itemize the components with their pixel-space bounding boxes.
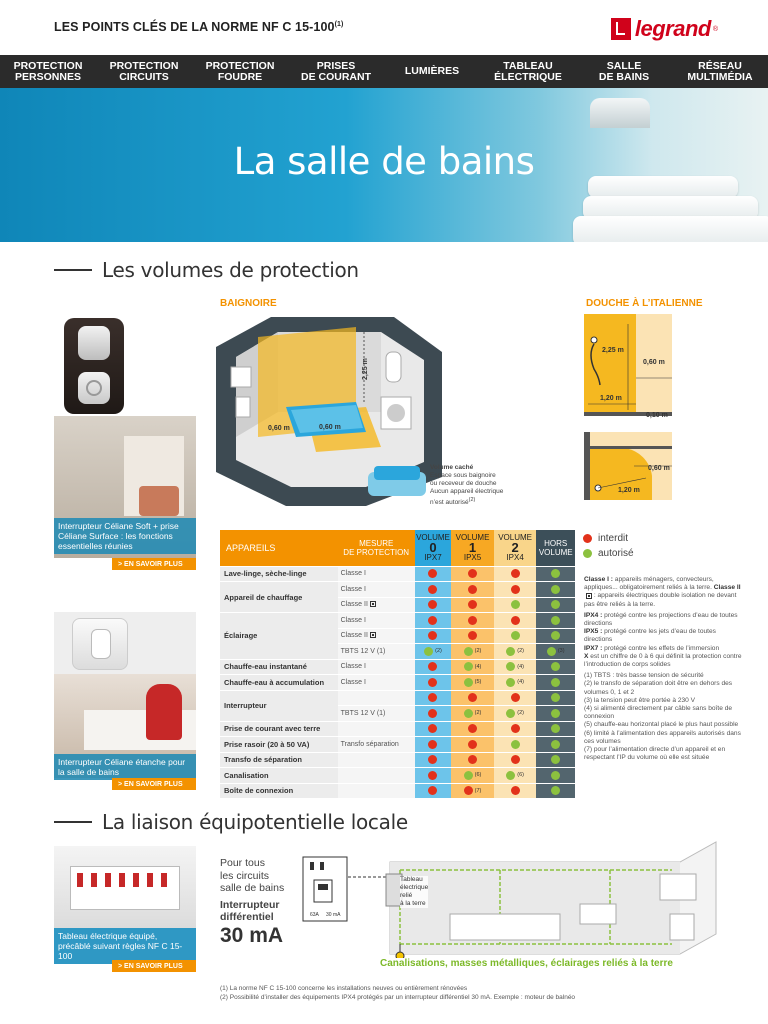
class-ii-icon [586, 593, 592, 599]
douche-plan-dim-060: 0,60 m [648, 465, 670, 472]
document-title-sup: (1) [334, 20, 344, 28]
nav-prises-de-courant[interactable]: PRISES DE COURANT [301, 59, 371, 83]
section-heading-liaison [54, 810, 408, 834]
appareil-cell: Boîte de connexion [220, 783, 338, 799]
red-dot-icon [428, 585, 437, 594]
breaker-rating: 63A [310, 912, 319, 918]
volume-cell [415, 659, 452, 675]
col-hors-volume: HORS VOLUME [536, 530, 575, 566]
green-dot-icon [424, 647, 433, 656]
mesure-cell [338, 613, 415, 629]
nav-salle-de-bains[interactable]: SALLE DE BAINS [598, 59, 650, 83]
volume-cell [415, 613, 452, 629]
red-dot-icon [511, 569, 520, 578]
cell-note: (2) [517, 648, 524, 655]
volume-cell [494, 721, 537, 737]
table-row [220, 690, 575, 706]
en-savoir-plus-link-3[interactable]: > EN SAVOIR PLUS [112, 960, 196, 972]
red-dot-icon [468, 600, 477, 609]
volume-cell [415, 737, 452, 753]
table-footnotes: (1) TBTS : très basse tension de sécurité (2) le transfo de séparation doit être en dehors des volumes 0, 1 et 2 (3) la tension peut être portée à 230 V (4) si alimenté directement par câble sans boîte de connexion (5) chauffe-eau horizontal placé le plus haut possible (6) limité à l’alimentation des appareils autorisés dans ces volumes (7) pour l’alimentation directe d’un appareil et en respectant l’IP du volume où elle est située [584, 672, 741, 762]
green-dot-icon [464, 709, 473, 718]
green-dot-icon [551, 740, 560, 749]
red-dot-icon [468, 616, 477, 625]
section-line [54, 821, 92, 823]
volume-cell [415, 644, 452, 660]
nav-tableau-electrique[interactable]: TABLEAU ÉLECTRIQUE [494, 59, 562, 83]
mesure-cell [338, 690, 415, 706]
table-row [220, 768, 575, 784]
green-dot-icon [551, 585, 560, 594]
appareil-cell: Lave-linge, sèche-linge [220, 566, 338, 582]
appareil-cell: Prise rasoir (20 à 50 VA) [220, 737, 338, 753]
red-dot-icon [468, 631, 477, 640]
document-title-text: LES POINTS CLÉS DE LA NORME NF C 15-100 [54, 20, 335, 34]
volume-cell [494, 783, 537, 799]
green-dot-icon [551, 755, 560, 764]
mesure-cell [338, 675, 415, 691]
mesure-text: Classe I [340, 678, 366, 686]
mesure-cell [338, 721, 415, 737]
en-savoir-plus-link-1[interactable]: > EN SAVOIR PLUS [112, 558, 196, 570]
green-dot-icon [506, 709, 515, 718]
red-dot-icon [511, 724, 520, 733]
legend-autorise: autorisé [583, 546, 634, 561]
douche-elevation-diagram [584, 314, 686, 420]
red-dot-icon [511, 585, 520, 594]
switch-plate-illustration [64, 318, 124, 414]
cell-note: (4) [517, 663, 524, 670]
col-mesure: MESURE DE PROTECTION [338, 530, 415, 566]
hidden-volume-sup: (2) [468, 497, 476, 503]
faucet-illustration [590, 98, 650, 128]
differential-info: Pour tous les circuits salle de bains Interrupteur différentiel 30 mA [220, 857, 320, 948]
volume-cell [536, 675, 575, 691]
volume-cell [415, 706, 452, 722]
table-row [220, 737, 575, 753]
tableau-label: Tableau électrique relié à la terre [400, 876, 429, 907]
panel-illustration [70, 866, 180, 910]
mesure-cell [338, 752, 415, 768]
product-photo-celiane-etanche[interactable] [54, 612, 196, 674]
volume-cell [451, 566, 494, 582]
hidden-volume-title: Volume caché [430, 464, 474, 471]
hidden-volume-line: ou receveur de douche [430, 480, 497, 487]
waterproof-switch-icon [72, 618, 128, 670]
douche-dim-120: 1,20 m [600, 395, 622, 402]
red-dot-icon [428, 693, 437, 702]
equipotential-caption: Canalisations, masses métalliques, éclairages reliés à la terre [380, 958, 673, 969]
cell-note: (2) [517, 710, 524, 717]
appareil-cell: Chauffe-eau à accumulation [220, 675, 338, 691]
cell-note: (2) [474, 710, 482, 717]
legrand-logo[interactable] [611, 16, 718, 42]
towel-illustration [573, 216, 768, 242]
red-dot-icon [468, 569, 477, 578]
volume-cell [536, 690, 575, 706]
page-header [0, 0, 768, 55]
photo-caption: Interrupteur Céliane étanche pour la salle de bains [54, 754, 196, 780]
red-dot-icon [428, 724, 437, 733]
hidden-volume-line: n’est autorisé [430, 499, 469, 507]
hidden-volume-note [430, 464, 503, 507]
douche-plan-diagram [584, 432, 686, 504]
appareil-cell: Éclairage [220, 613, 338, 660]
green-dot-icon [551, 616, 560, 625]
green-dot-icon [551, 631, 560, 640]
note-classe: Classe I : appareils ménagers, convecteurs, appliques... obligatoirement reliés à la terre. Classe II : appareils électriques double isolation ne devant pas être reliés à la terre. [584, 576, 741, 608]
red-dot-icon [428, 740, 437, 749]
red-dot-icon [511, 693, 520, 702]
section-title: La liaison équipotentielle locale [102, 810, 408, 834]
volume-cell [415, 768, 452, 784]
volume-cell [494, 690, 537, 706]
red-dot-icon [468, 693, 477, 702]
volume-cell [451, 768, 494, 784]
hero-banner [0, 88, 768, 242]
volume-cell [494, 659, 537, 675]
mesure-cell [338, 597, 415, 613]
brand-name: legrand [634, 16, 711, 41]
mesure-cell [338, 644, 415, 660]
socket-icon [78, 372, 110, 404]
nav-protection-foudre[interactable]: PROTECTION FOUDRE [205, 59, 275, 83]
red-dot-icon [428, 709, 437, 718]
class-ii-icon [370, 601, 376, 607]
mesure-cell [338, 659, 415, 675]
red-dot-icon [468, 585, 477, 594]
volume-cell [536, 566, 575, 582]
table-body [220, 566, 575, 799]
volume-cell [536, 783, 575, 799]
green-dot-icon [583, 549, 592, 558]
appareil-cell: Canalisation [220, 768, 338, 784]
red-dot-icon [428, 631, 437, 640]
en-savoir-plus-link-2[interactable]: > EN SAVOIR PLUS [112, 778, 196, 790]
douche-plan-dim-120: 1,20 m [618, 487, 640, 494]
green-dot-icon [506, 678, 515, 687]
green-dot-icon [551, 600, 560, 609]
section-line [54, 269, 92, 271]
mesure-text: Classe II [340, 632, 368, 640]
mesure-cell [338, 628, 415, 644]
red-dot-icon [428, 662, 437, 671]
volume-cell [494, 706, 537, 722]
volume-cell [415, 752, 452, 768]
green-dot-icon [511, 740, 520, 749]
switch-icon [78, 326, 110, 360]
volume-cell [451, 752, 494, 768]
dim-225: 2,25 m [362, 358, 369, 380]
col-volume-1: VOLUME 1 IPX5 [451, 530, 494, 566]
mesure-text: TBTS 12 V (1) [340, 709, 386, 717]
volume-cell [494, 628, 537, 644]
main-nav [0, 55, 768, 88]
volume-cell [451, 582, 494, 598]
volume-cell [536, 721, 575, 737]
red-dot-icon [428, 600, 437, 609]
green-dot-icon [551, 724, 560, 733]
green-dot-icon [551, 771, 560, 780]
red-dot-icon [428, 786, 437, 795]
mesure-text: Transfo séparation [340, 740, 399, 748]
appliance-volume-table [220, 530, 575, 799]
page-title: La salle de bains [233, 140, 535, 183]
green-dot-icon [511, 631, 520, 640]
mesure-text: Classe I [340, 616, 366, 624]
red-dot-icon [511, 786, 520, 795]
volume-cell [451, 690, 494, 706]
volume-cell [451, 597, 494, 613]
sensitivity-value: 30 mA [220, 923, 284, 947]
green-dot-icon [551, 569, 560, 578]
volume-cell [536, 737, 575, 753]
volume-cell [451, 706, 494, 722]
mesure-text: Classe I [340, 570, 366, 578]
volume-cell [451, 783, 494, 799]
hidden-volume-illustration [368, 462, 426, 500]
volume-cell [494, 613, 537, 629]
photo-caption: Interrupteur Céliane Soft + prise Céliane Surface : les fonctions essentielles réunies [54, 518, 196, 554]
cell-note: (3) [557, 648, 565, 655]
red-dot-icon [468, 740, 477, 749]
product-photo-celiane-soft[interactable] [54, 316, 196, 416]
table-row [220, 613, 575, 629]
volume-cell [536, 768, 575, 784]
legend-interdit: interdit [583, 531, 634, 546]
bathroom-equipotential-diagram [380, 834, 726, 958]
volume-cell [415, 582, 452, 598]
differential-breaker-illustration [302, 856, 348, 922]
appareil-cell: Transfo de séparation [220, 752, 338, 768]
green-dot-icon [506, 647, 515, 656]
cell-note: (6) [517, 772, 524, 779]
volume-cell [415, 566, 452, 582]
dim-060-right: 0,60 m [319, 424, 341, 431]
volume-cell [536, 644, 575, 660]
red-dot-icon [511, 755, 520, 764]
nav-reseau-multimedia[interactable]: RÉSEAU MULTIMÉDIA [687, 59, 753, 83]
cell-note: (4) [517, 679, 524, 686]
table-row [220, 752, 575, 768]
douche-dim-060: 0,60 m [643, 359, 665, 366]
cell-note: (2) [435, 648, 442, 655]
cell-note: (2) [474, 648, 482, 655]
volume-cell [451, 659, 494, 675]
table-row [220, 582, 575, 598]
green-dot-icon [511, 600, 520, 609]
appareil-cell: Chauffe-eau instantané [220, 659, 338, 675]
red-dot-icon [428, 678, 437, 687]
volume-cell [415, 690, 452, 706]
volume-cell [451, 613, 494, 629]
volume-cell [494, 752, 537, 768]
green-dot-icon [464, 662, 473, 671]
mesure-text: Classe I [340, 663, 366, 671]
volume-cell [415, 675, 452, 691]
mesure-cell [338, 783, 415, 799]
volume-cell [494, 582, 537, 598]
green-dot-icon [551, 786, 560, 795]
green-dot-icon [551, 662, 560, 671]
red-dot-icon [428, 755, 437, 764]
mesure-cell [338, 768, 415, 784]
mesure-cell [338, 737, 415, 753]
section-heading-volumes [54, 258, 359, 282]
douche-label: DOUCHE À L’ITALIENNE [586, 298, 703, 309]
volume-cell [415, 783, 452, 799]
document-title [54, 20, 343, 34]
green-dot-icon [551, 678, 560, 687]
volume-cell [494, 644, 537, 660]
volume-cell [494, 566, 537, 582]
red-dot-icon [464, 786, 473, 795]
cell-note: (5) [474, 679, 482, 686]
red-dot-icon [468, 755, 477, 764]
red-dot-icon [468, 724, 477, 733]
volume-cell [536, 659, 575, 675]
table-row [220, 566, 575, 582]
col-volume-2: VOLUME 2 IPX4 [494, 530, 537, 566]
volume-cell [451, 675, 494, 691]
volume-cell [494, 768, 537, 784]
volume-cell [536, 582, 575, 598]
green-dot-icon [551, 709, 560, 718]
table-row [220, 783, 575, 799]
section-title: Les volumes de protection [102, 258, 359, 282]
col-appareils: APPAREILS [220, 530, 338, 566]
volume-cell [536, 628, 575, 644]
green-dot-icon [506, 771, 515, 780]
hidden-volume-line: Espace sous baignoire [430, 472, 496, 479]
mesure-cell [338, 582, 415, 598]
nav-protection-circuits[interactable]: PROTECTION CIRCUITS [109, 59, 179, 83]
volume-cell [451, 628, 494, 644]
table-row [220, 659, 575, 675]
volume-cell [451, 737, 494, 753]
mesure-text: Classe II [340, 601, 368, 609]
red-dot-icon [428, 569, 437, 578]
product-photo-tableau[interactable] [54, 846, 196, 928]
nav-lumieres[interactable]: LUMIÈRES [404, 65, 460, 77]
red-dot-icon [511, 616, 520, 625]
red-dot-icon [428, 771, 437, 780]
volume-cell [494, 737, 537, 753]
volume-cell [536, 752, 575, 768]
green-dot-icon [547, 647, 556, 656]
douche-dim-225: 2,25 m [602, 347, 624, 354]
volume-cell [536, 597, 575, 613]
volume-cell [494, 675, 537, 691]
breaker-ma: 30 mA [326, 912, 341, 918]
table-row [220, 721, 575, 737]
cell-note: (7) [474, 787, 482, 794]
volume-cell [415, 628, 452, 644]
appareil-cell: Appareil de chauffage [220, 582, 338, 613]
baignoire-label: BAIGNOIRE [220, 298, 277, 309]
volume-cell [536, 613, 575, 629]
nav-protection-personnes[interactable]: PROTECTION PERSONNES [13, 59, 83, 83]
green-dot-icon [464, 647, 473, 656]
green-dot-icon [506, 662, 515, 671]
volume-cell [536, 706, 575, 722]
volume-cell [451, 644, 494, 660]
volume-cell [451, 721, 494, 737]
dim-060-left: 0,60 m [268, 425, 290, 432]
notes-panel [584, 576, 744, 762]
red-dot-icon [428, 616, 437, 625]
douche-dim-010: 0,10 m [646, 412, 668, 419]
volume-cell [415, 721, 452, 737]
note-ip: IPX4 : protégé contre les projections d’eau de toutes directions IPX5 : protégé contre les jets d’eau de toutes directions IPX7 : protégé contre les effets de l’immersion X est un chiffre de 0 à 6 qui définit la protection contre l’introduction de corps solides [584, 611, 742, 669]
mesure-text: Classe I [340, 585, 366, 593]
red-dot-icon [583, 534, 592, 543]
mesure-cell [338, 706, 415, 722]
volume-cell [494, 597, 537, 613]
brand-reg: ® [712, 25, 718, 33]
appareil-cell: Prise de courant avec terre [220, 721, 338, 737]
green-dot-icon [464, 678, 473, 687]
photo-caption: Tableau électrique équipé, précâblé suivant règles NF C 15-100 [54, 928, 196, 964]
page-footnotes: (1) La norme NF C 15-100 concerne les installations neuves ou entièrement rénovées (2) Possibilité d’installer des équipements IPX4 protégés par un interrupteur différentiel 30 mA. Exemple : moteur de balnéo [220, 985, 576, 1001]
green-dot-icon [464, 771, 473, 780]
cell-note: (6) [474, 772, 482, 779]
legrand-logo-icon [611, 18, 631, 40]
hidden-volume-line: Aucun appareil électrique [430, 488, 504, 495]
legend [583, 531, 634, 561]
mesure-cell [338, 566, 415, 582]
col-volume-0: VOLUME 0 IPX7 [415, 530, 452, 566]
mesure-text: TBTS 12 V (1) [340, 647, 386, 655]
cell-note: (4) [474, 663, 482, 670]
appareil-cell: Interrupteur [220, 690, 338, 721]
volume-cell [415, 597, 452, 613]
table-row [220, 675, 575, 691]
green-dot-icon [551, 693, 560, 702]
class-ii-icon [370, 632, 376, 638]
